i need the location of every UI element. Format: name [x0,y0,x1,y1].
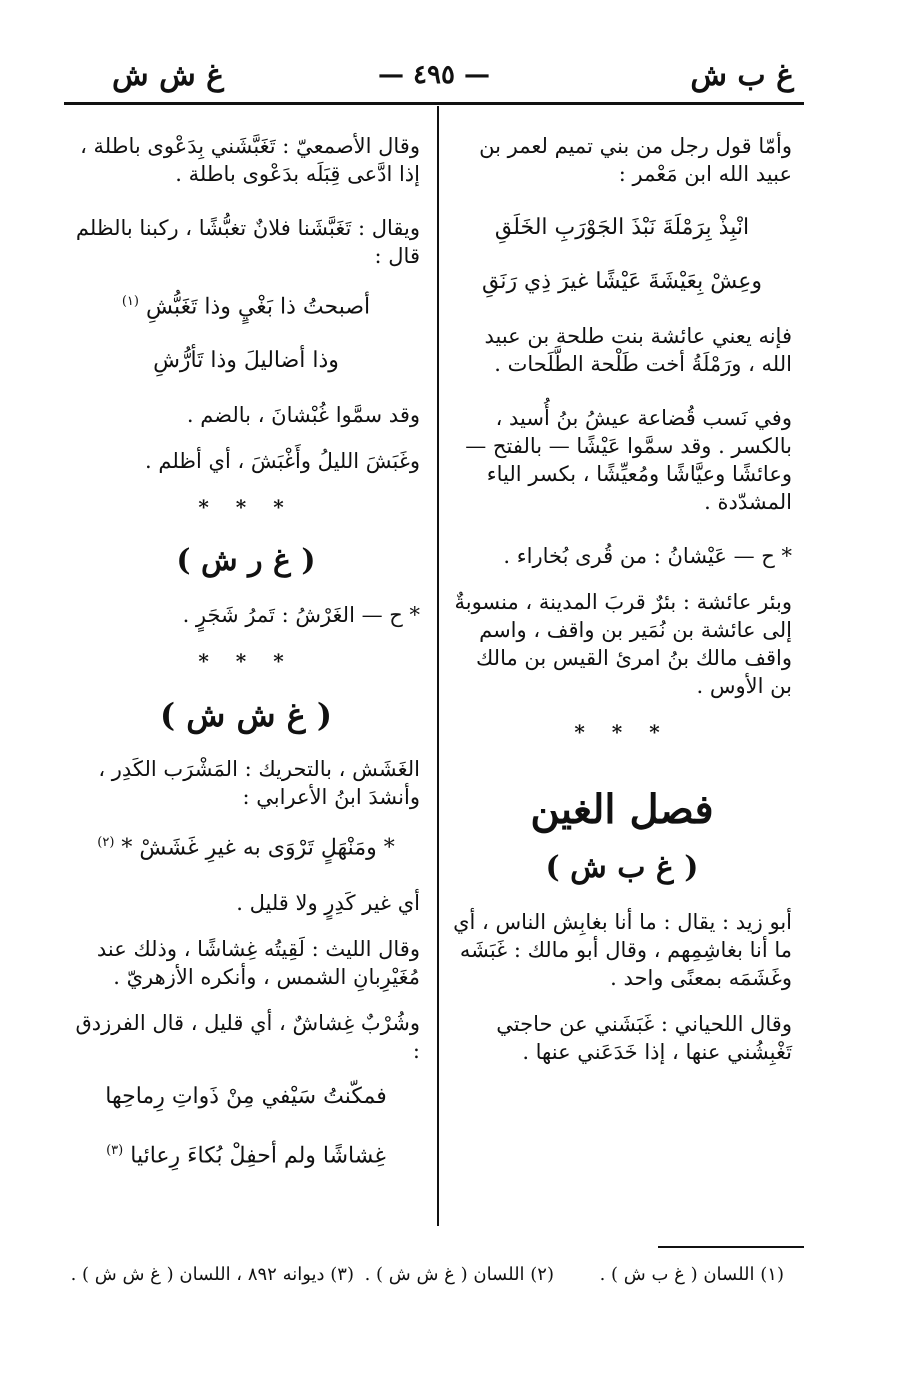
header-left-root: غ ش ش [112,58,225,93]
right-column [452,132,792,1084]
paragraph: أي غير كَدِرٍ ولا قليل . [236,890,420,915]
footnote-marker: (١) [121,294,139,309]
page-header [64,52,804,102]
verse-text: أصبحتُ ذا بَغْيٍ وذا تَغَبُّشِ [145,294,371,320]
entry-heading: ( غ ب ش ) [545,850,699,885]
paragraph: وشُرْبٌ غِشاشٌ ، أي قليل ، قال الفرزدق : [75,1010,420,1063]
section-separator: * * * [574,720,670,744]
section-separator: * * * [198,649,294,674]
header-rule [64,102,804,105]
entry-heading: ( غ ر ش ) [176,543,316,579]
paragraph: وفي نَسب قُضاعة عيشُ بنُ أُسيد ، بالكسر . وقد سمَّوا عَيْشًا — بالفتح — وعائشًا وعيَّاشًا ومُعيِّشًا ، بكسر الياء المشدّدة . [465,406,792,514]
paragraph: وقال اللحياني : غَبَشَني عن حاجتي تَغْبِشُني عنها ، إذا خَدَعَني عنها . [496,1012,792,1064]
paragraph: وقد سمَّوا غُبْشانَ ، بالضم . [186,403,420,428]
footnote-rule [658,1246,804,1248]
footnote-marker: (٢) [97,835,115,851]
paragraph: وبئر عائشة : بئرٌ قربَ المدينة ، منسوبةٌ إلى عائشة بن نُمَير بن واقف ، واسم واقف مالك بنُ امرئ القيس بن مالك بن الأوس . [454,590,792,698]
chapter-title: فصل الغين [530,786,714,833]
footnote-3: (٣) ديوانه ٨٩٢ ، اللسان ( غ ش ش ) . [70,1264,354,1285]
paragraph: * ح — عَيْشانُ : من قُرى بُخاراء . [503,544,792,568]
footnote-1: (١) اللسان ( غ ب ش ) . [599,1264,784,1285]
verse-line: فمكّنتُ سَيْفي مِنْ ذَواتِ رِماحِها [105,1083,387,1109]
footnote-2: (٢) اللسان ( غ ش ش ) . [364,1264,554,1285]
paragraph: الغَشَش ، بالتحريك : المَشْرَب الكَدِر ، وأنشدَ ابنُ الأعرابي : [98,757,420,810]
verse-line: وذا أضاليلَ وذا تَأرُّشِ [153,348,339,374]
paragraph: أبو زيد : يقال : ما أنا بغابِش الناس ، أي ما أنا بغاشِمِهم ، وقال أبو مالك : غَبَشَه وغَشَمَه بمعنًى واحد . [453,910,792,990]
paragraph: وقال الليث : لَقِيتُه غِشاشًا ، وذلك عند مُغَيْرِبانِ الشمس ، وأنكره الأزهريّ . [96,936,420,989]
paragraph: وغَبَشَ الليلُ وأَغْبَشَ ، أي أظلم . [145,449,420,474]
left-column [72,132,420,1196]
entry-heading: ( غ ش ش ) [159,696,333,735]
verse-text: غِشاشًا ولم أحفِلْ بُكاءَ رِعائيا [130,1142,386,1168]
footnote-marker: (٣) [106,1142,124,1158]
verse-line [72,288,420,321]
verse-line: انْبِذْ بِرَمْلَةَ نَبْذَ الجَوْرَبِ الخَلَقِ [494,215,750,240]
column-divider [437,106,439,1226]
paragraph: وقال الأصمعيّ : تَغَبَّشَني بِدَعْوى باطلة ، إذا ادَّعى قِبَلَه بدَعْوى باطلة . [80,134,420,186]
paragraph: * ح — الغَرْشُ : تَمرُ شَجَرٍ . [182,603,420,628]
paragraph: وأمّا قول رجل من بني تميم لعمر بن عبيد الله ابن مَعْمر : [479,134,792,186]
page-number: — ٤٩٥ — [377,60,491,90]
footnotes [64,1264,784,1294]
paragraph: فإنه يعني عائشة بنت طلحة بن عبيد الله ، ورَمْلَةُ أخت طَلْحة الطَّلَحات . [484,324,792,376]
verse-line [72,829,420,862]
paragraph: ويقال : تَغَبَّشَنا فلانٌ تغبُّشًا ، ركبنا بالظلم قال : [75,216,420,268]
header-right-root: غ ب ش [690,58,794,93]
verse-line: وعِشْ بِعَيْشَةَ عَيْشًا غيرَ ذِي رَنَقِ [481,269,763,294]
section-separator: * * * [198,495,294,520]
verse-line [72,1137,420,1170]
verse-text: * ومَنْهَلٍ تَرْوَى به غيرِ غَشَشْ * [121,835,395,861]
